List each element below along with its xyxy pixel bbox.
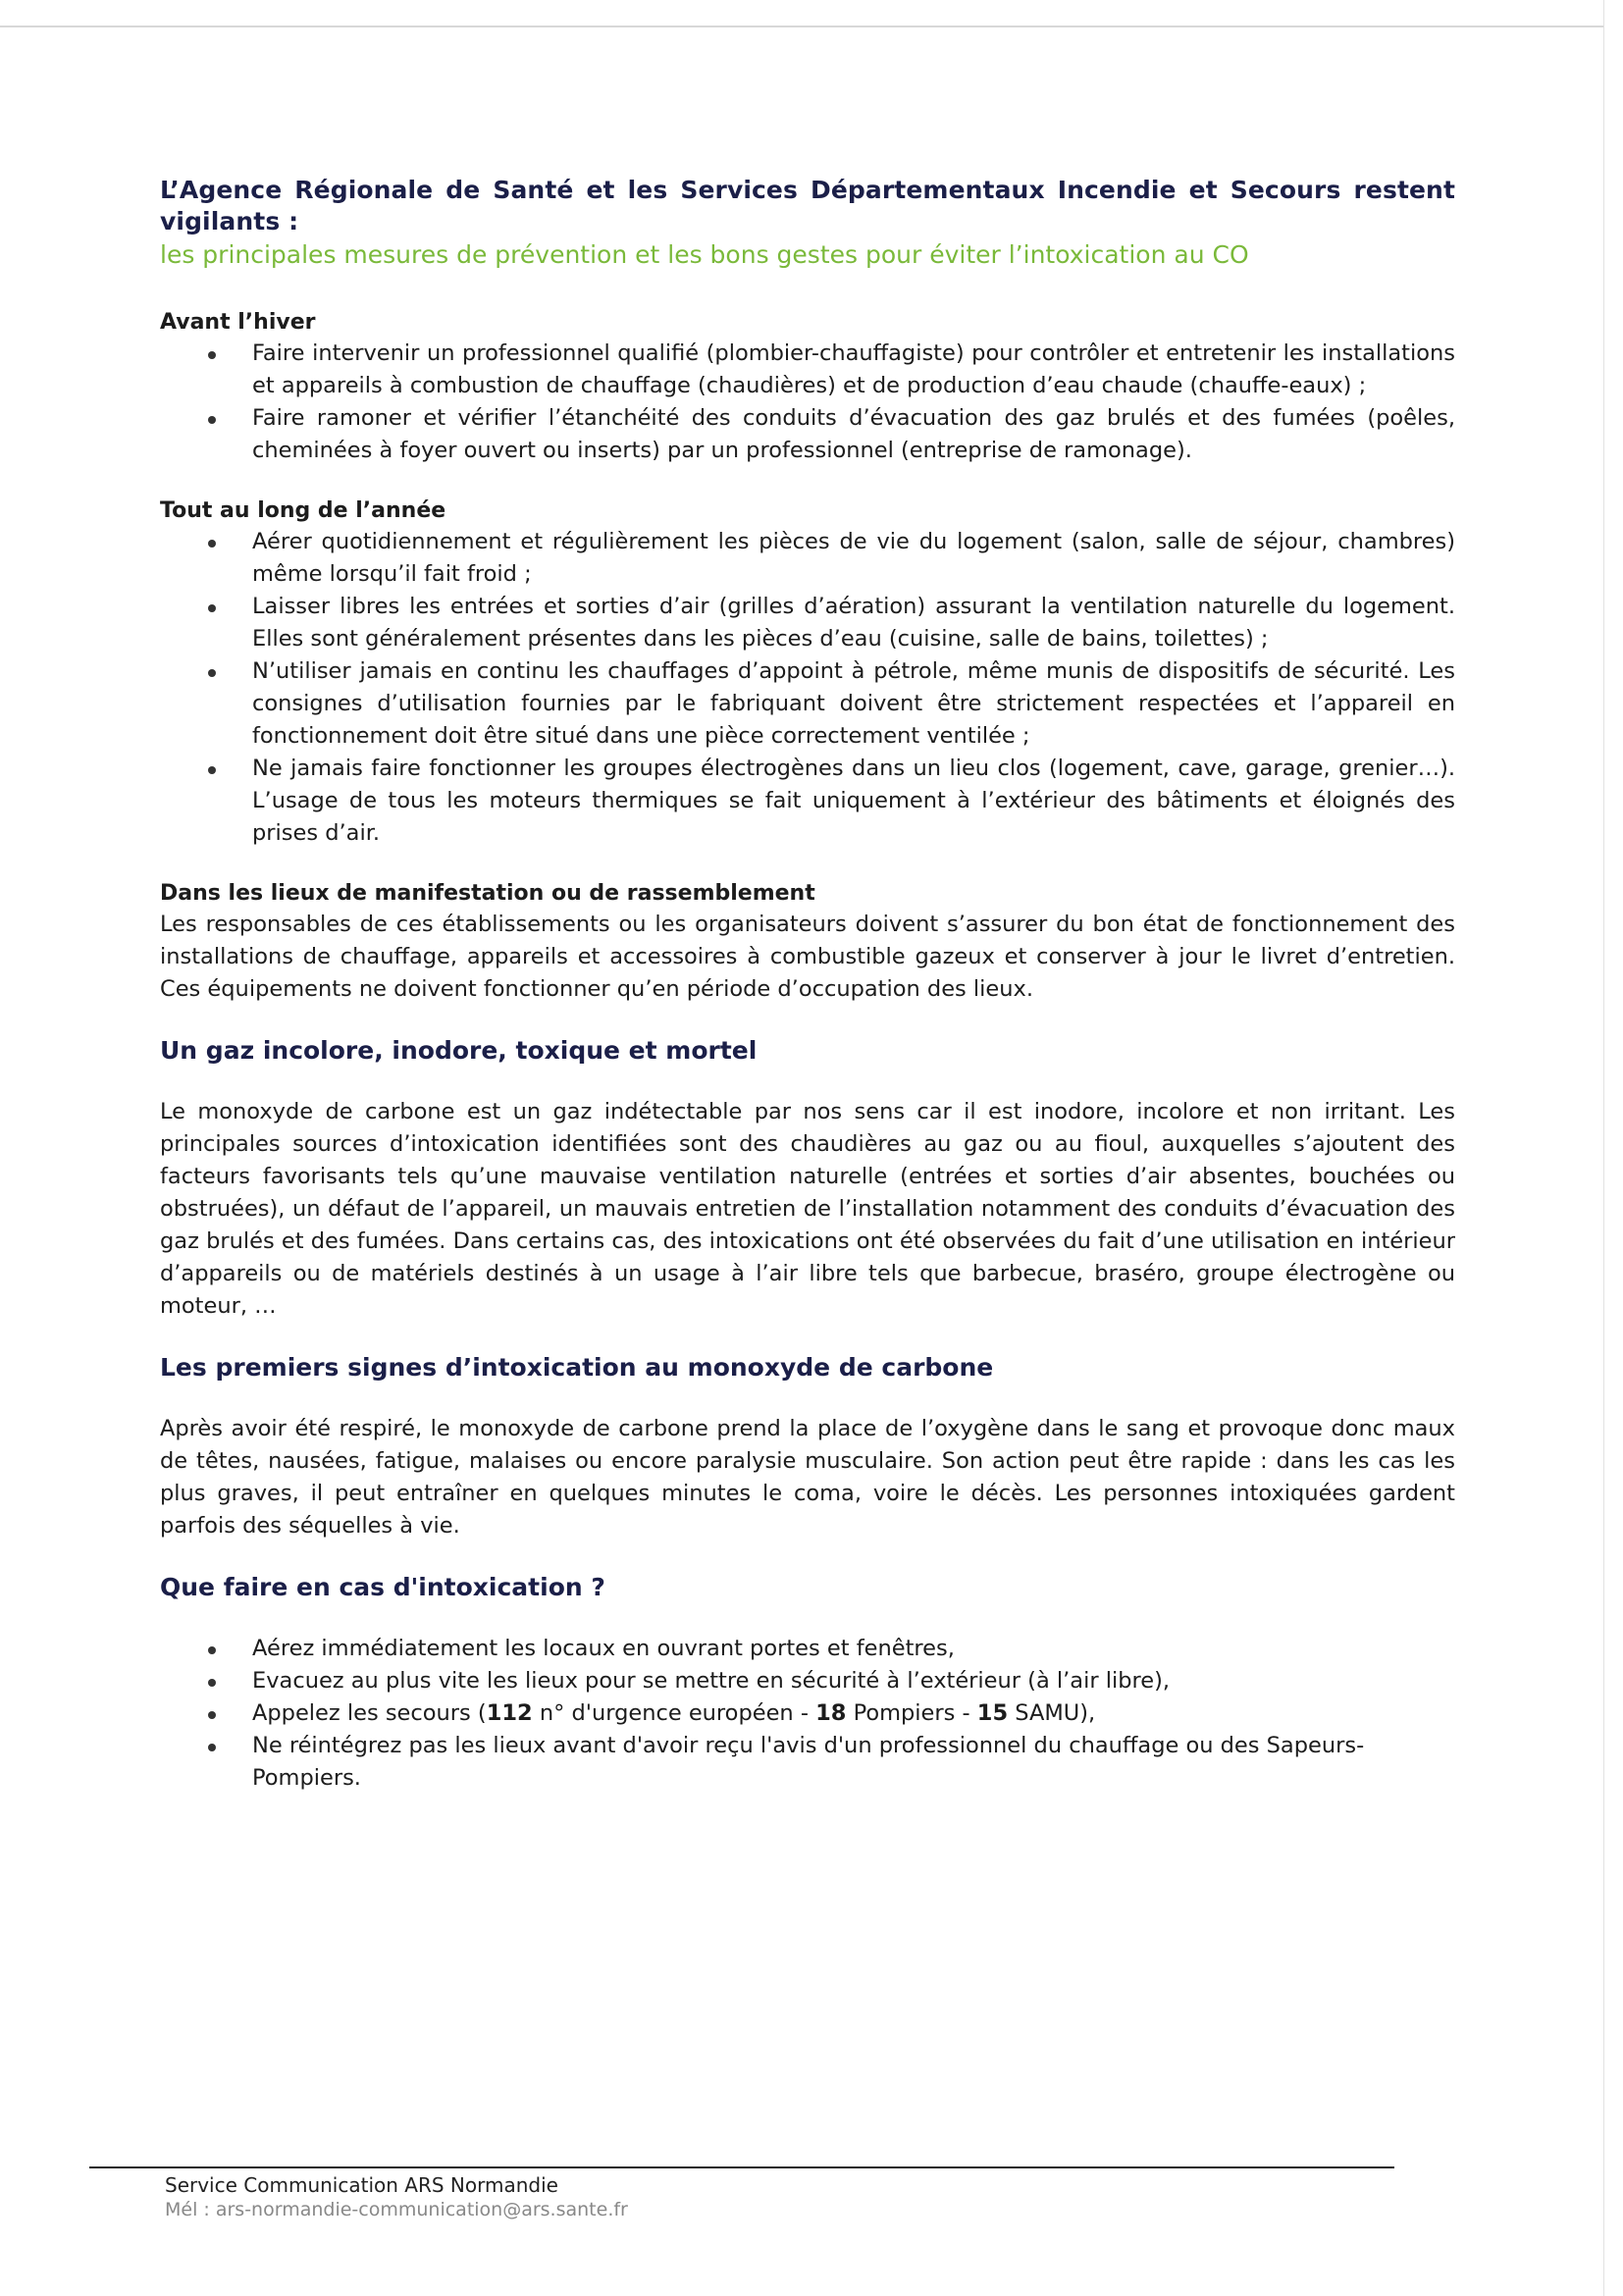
section-label: Tout au long de l’année <box>160 498 446 523</box>
bullet-icon <box>208 351 216 359</box>
footer <box>165 2172 628 2221</box>
top-scan-edge <box>0 26 1603 27</box>
document-title: L’Agence Régionale de Santé et les Services Départementaux Incendie et Secours restent vigilants : <box>160 176 1455 235</box>
bullet-icon <box>208 669 216 677</box>
footer-email[interactable]: Mél : ars-normandie-communication@ars.sante.fr <box>165 2199 628 2220</box>
list-item: Faire intervenir un professionnel qualifié (plombier-chauffagiste) pour contrôler et entretenir les installations et appareils à combustion de chauffage (chaudières) et de production d’eau chaude (chauffe-eaux) ; <box>252 338 1455 402</box>
footer-org: Service Communication ARS Normandie <box>165 2173 558 2197</box>
list-item: Aérez immédiatement les locaux en ouvrant portes et fenêtres, <box>252 1633 1455 1665</box>
bullet-list <box>160 526 1455 850</box>
section-toute-annee <box>160 496 1455 850</box>
list-item: Ne réintégrez pas les lieux avant d'avoir reçu l'avis d'un professionnel du chauffage ou des Sapeurs-Pompiers. <box>252 1730 1455 1795</box>
section-heading: Un gaz incolore, inodore, toxique et mortel <box>160 1036 758 1065</box>
emergency-number-112: 112 <box>486 1700 533 1726</box>
bullet-icon <box>208 1679 216 1687</box>
section-heading: Que faire en cas d'intoxication ? <box>160 1573 605 1601</box>
list-item: Faire ramoner et vérifier l’étanchéité des conduits d’évacuation des gaz brulés et des fumées (poêles, cheminées à foyer ouvert ou inserts) par un professionnel (entreprise de ramonage). <box>252 402 1455 467</box>
section-signes <box>160 1352 1455 1542</box>
bullet-icon <box>208 604 216 612</box>
section-label: Dans les lieux de manifestation ou de rassemblement <box>160 881 815 906</box>
bullet-list <box>160 338 1455 467</box>
bullet-icon <box>208 1744 216 1751</box>
bullet-icon <box>208 1646 216 1654</box>
bullet-list <box>160 1633 1455 1795</box>
section-gaz <box>160 1035 1455 1323</box>
list-item: N’utiliser jamais en continu les chauffages d’appoint à pétrole, même munis de dispositifs de sécurité. Les consignes d’utilisation fournies par le fabriquant doivent être strictement respectées et l’appareil en fonctionnement doit être situé dans une pièce correctement ventilée ; <box>252 655 1455 753</box>
bullet-icon <box>208 416 216 424</box>
section-paragraph: Le monoxyde de carbone est un gaz indétectable par nos sens car il est inodore, incolore et non irritant. Les principales sources d’intoxication identifiées sont des chaudières au gaz ou au fioul, auxquelles s’ajoutent des facteurs favorisants tels qu’une mauvaise ventilation naturelle (entrées et sorties d’air absentes, bouchées ou obstruées), un défaut de l’appareil, un mauvais entretien de l’installation notamment des conduits d’évacuation des gaz brulés et des fumées. Dans certains cas, des intoxications ont été observées du fait d’une utilisation en intérieur d’appareils ou de matériels destinés à un usage à l’air libre tels que barbecue, braséro, groupe électrogène ou moteur, … <box>160 1099 1455 1319</box>
emergency-number-15: 15 <box>976 1700 1009 1726</box>
bullet-icon <box>208 1711 216 1719</box>
list-item: Ne jamais faire fonctionner les groupes électrogènes dans un lieu clos (logement, cave, garage, grenier…). L’usage de tous les moteurs thermiques se fait uniquement à l’extérieur des bâtiments et éloignés des prises d’air. <box>252 753 1455 850</box>
section-manifestation <box>160 879 1455 1006</box>
document-page <box>160 175 1455 1795</box>
document-subtitle: les principales mesures de prévention et les bons gestes pour éviter l’intoxication au CO <box>160 240 1249 269</box>
section-avant-hiver <box>160 308 1455 467</box>
section-que-faire <box>160 1572 1455 1795</box>
list-item: Laisser libres les entrées et sorties d’air (grilles d’aération) assurant la ventilation naturelle du logement. Elles sont généralement présentes dans les pièces d’eau (cuisine, salle de bains, toilettes) ; <box>252 591 1455 655</box>
list-item: Aérer quotidiennement et régulièrement les pièces de vie du logement (salon, salle de séjour, chambres) même lorsqu’il fait froid ; <box>252 526 1455 591</box>
footer-divider <box>89 2166 1394 2168</box>
emergency-number-18: 18 <box>815 1700 847 1726</box>
bullet-icon <box>208 540 216 548</box>
list-item: Evacuez au plus vite les lieux pour se mettre en sécurité à l’extérieur (à l’air libre), <box>252 1665 1455 1697</box>
section-heading: Les premiers signes d’intoxication au monoxyde de carbone <box>160 1353 994 1382</box>
list-item-emergency-numbers: Appelez les secours (112 n° d'urgence européen - 18 Pompiers - 15 SAMU), <box>252 1697 1455 1730</box>
section-paragraph: Après avoir été respiré, le monoxyde de carbone prend la place de l’oxygène dans le sang et provoque donc maux de têtes, nausées, fatigue, malaises ou encore paralysie musculaire. Son action peut être rapide : dans les cas les plus graves, il peut entraîner en quelques minutes le coma, voire le décès. Les personnes intoxiquées gardent parfois des séquelles à vie. <box>160 1416 1455 1539</box>
section-label: Avant l’hiver <box>160 310 316 335</box>
section-paragraph: Les responsables de ces établissements ou les organisateurs doivent s’assurer du bon état de fonctionnement des installations de chauffage, appareils et accessoires à combustible gazeux et conserver à jour le livret d’entretien. Ces équipements ne doivent fonctionner qu’en période d’occupation des lieux. <box>160 912 1455 1002</box>
right-scan-edge <box>1603 0 1604 2296</box>
bullet-icon <box>208 766 216 774</box>
